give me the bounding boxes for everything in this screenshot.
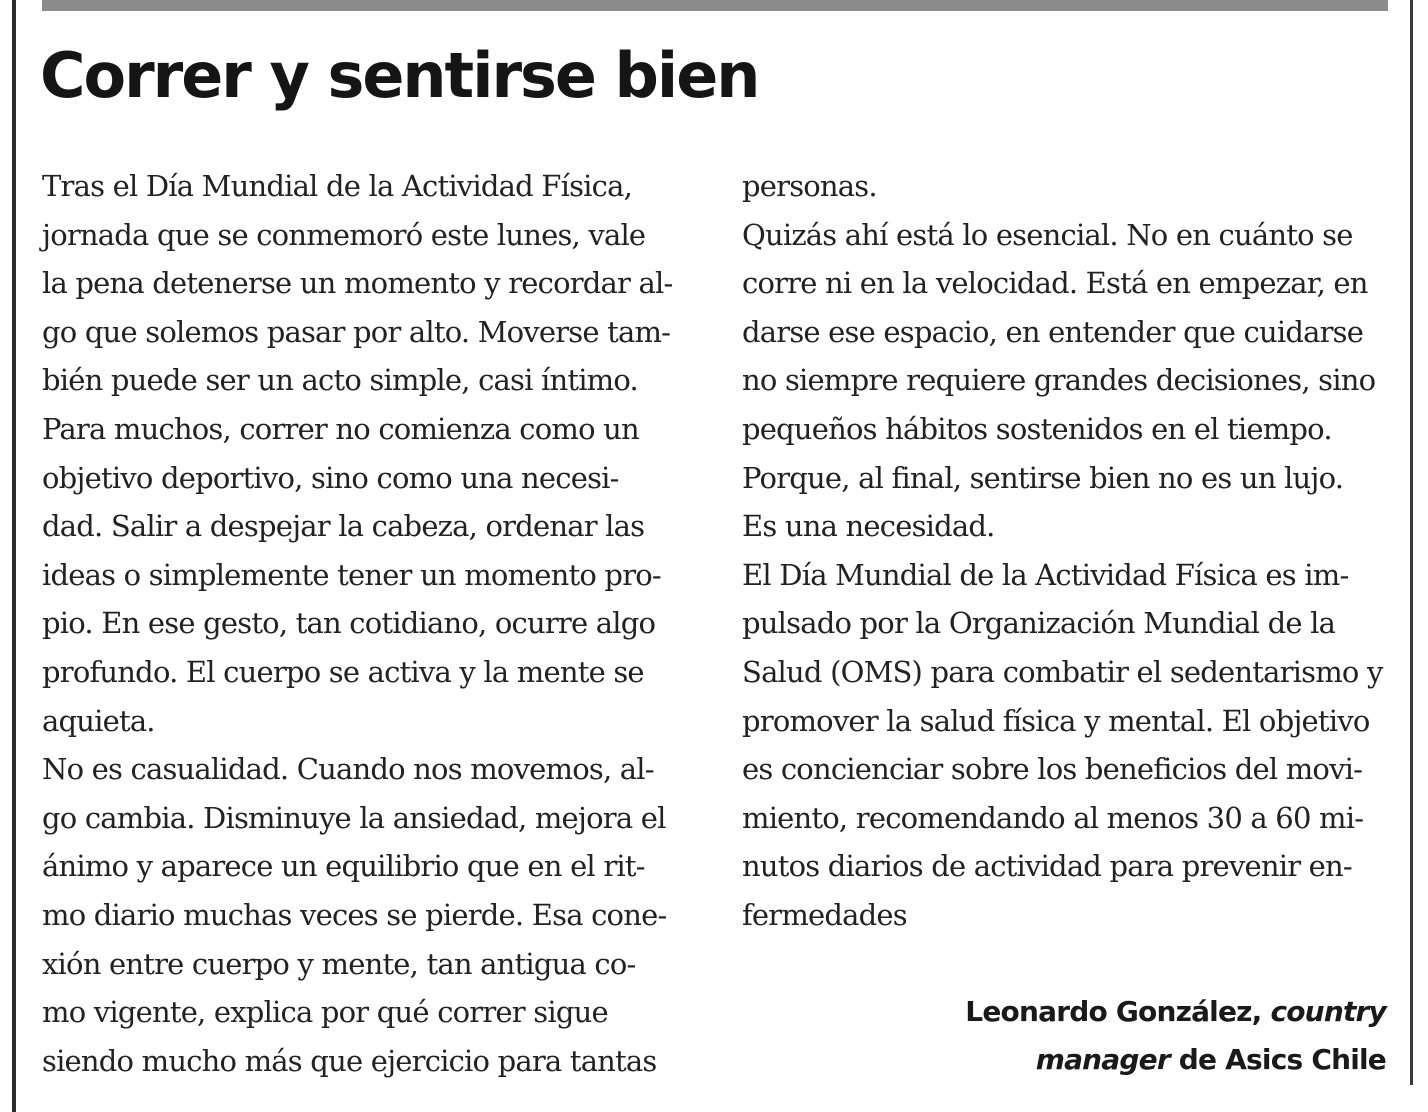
author-role: manager	[1035, 1043, 1170, 1076]
text-line: Es una necesidad.	[742, 509, 995, 544]
text-line: corre ni en la velocidad. Está en empezar, en	[742, 266, 1368, 301]
text-line: pulsado por la Organización Mundial de la	[742, 606, 1336, 641]
article-headline: Correr y sentirse bien	[40, 39, 759, 112]
text-line: objetivo deportivo, sino como una necesi-	[42, 460, 619, 495]
text-line: siendo mucho más que ejercicio para tantas	[42, 1043, 657, 1078]
text-line: profundo. El cuerpo se activa y la mente se	[42, 654, 644, 689]
author-byline	[965, 988, 1386, 1084]
text-line: mo diario muchas veces se pierde. Esa cone-	[42, 897, 667, 932]
text-line: Para muchos, correr no comienza como un	[42, 411, 639, 446]
text-line: xión entre cuerpo y mente, tan antigua co-	[42, 946, 636, 981]
text-line: la pena detenerse un momento y recordar al-	[42, 266, 673, 301]
author-name: Leonardo González,	[965, 995, 1262, 1028]
byline-line-1	[965, 988, 1386, 1036]
author-role: country	[1270, 995, 1386, 1028]
text-line: Porque, al final, sentirse bien no es un lujo.	[742, 460, 1344, 495]
text-line: Tras el Día Mundial de la Actividad Física,	[42, 169, 632, 203]
text-line: pio. En ese gesto, tan cotidiano, ocurre algo	[42, 606, 656, 641]
text-line: No es casualidad. Cuando nos movemos, al-	[42, 752, 654, 787]
article-column-left	[42, 162, 702, 1085]
text-line: nutos diarios de actividad para prevenir en-	[742, 849, 1352, 884]
text-line: darse ese espacio, en entender que cuidarse	[742, 314, 1364, 349]
text-line: aquieta.	[42, 703, 155, 738]
text-line: dad. Salir a despejar la cabeza, ordenar las	[42, 509, 645, 544]
text-line: fermedades	[742, 897, 907, 932]
text-line: go que solemos pasar por alto. Moverse tam-	[42, 314, 671, 349]
text-line: miento, recomendando al menos 30 a 60 mi-	[742, 800, 1364, 835]
text-line: El Día Mundial de la Actividad Física es im-	[742, 557, 1349, 592]
text-line: mo vigente, explica por qué correr sigue	[42, 995, 608, 1030]
section-top-rule	[42, 0, 1388, 11]
byline-line-2	[965, 1036, 1386, 1084]
page-right-border	[1410, 0, 1413, 1085]
text-line: Salud (OMS) para combatir el sedentarismo y	[742, 654, 1383, 689]
text-line: promover la salud física y mental. El objetivo	[742, 703, 1370, 738]
text-line: es concienciar sobre los beneficios del movi-	[742, 752, 1363, 787]
text-line: ideas o simplemente tener un momento pro-	[42, 557, 661, 592]
text-line: no siempre requiere grandes decisiones, sino	[742, 363, 1376, 398]
page-left-border	[12, 0, 16, 1112]
text-line: go cambia. Disminuye la ansiedad, mejora el	[42, 800, 666, 835]
text-line: personas.	[742, 169, 877, 203]
text-line: ánimo y aparece un equilibrio que en el rit-	[42, 849, 645, 884]
article-column-right	[742, 162, 1402, 940]
text-line: pequeños hábitos sostenidos en el tiempo.	[742, 411, 1332, 446]
text-line: bién puede ser un acto simple, casi íntimo.	[42, 363, 638, 398]
text-line: jornada que se conmemoró este lunes, vale	[42, 217, 646, 252]
company-name: de Asics Chile	[1178, 1043, 1386, 1076]
text-line: Quizás ahí está lo esencial. No en cuánto se	[742, 217, 1353, 252]
